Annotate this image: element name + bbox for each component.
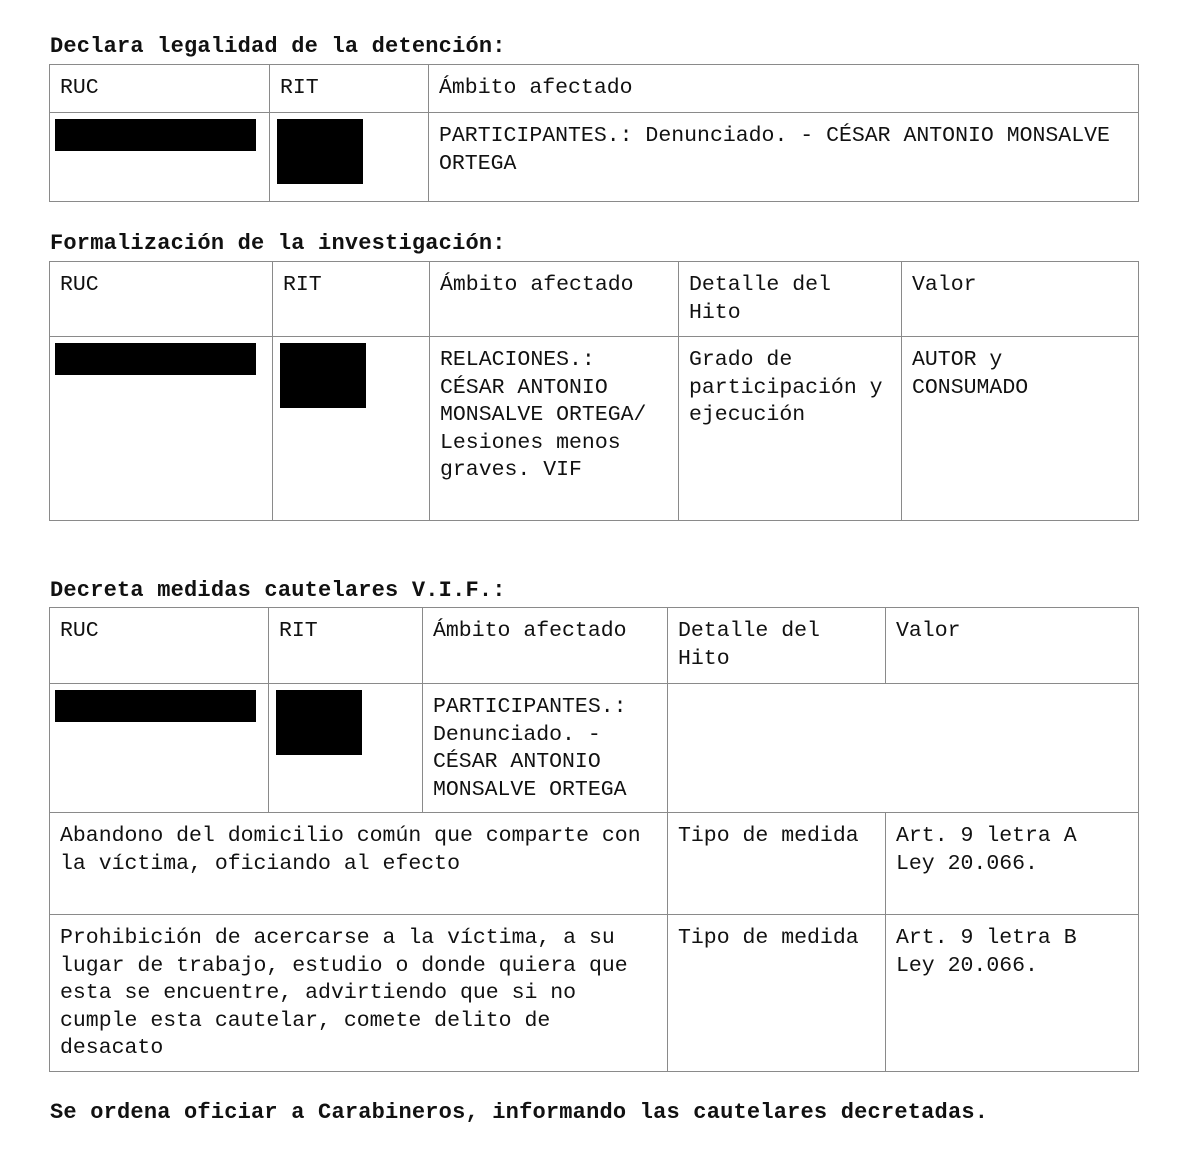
medida-descripcion: Prohibición de acercarse a la víctima, a su lugar de trabajo, estudio o donde quiera que esta se encuentre, advirtiendo que si no cumple esta cautelar, comete delito de desacato [50, 915, 668, 1072]
table-detencion [49, 64, 1139, 202]
ruc-cell [50, 337, 273, 521]
redaction-block [55, 343, 256, 375]
table-row [50, 337, 1139, 521]
rit-cell [270, 113, 429, 202]
medida-valor: Art. 9 letra B Ley 20.066. [886, 915, 1139, 1072]
header-rit: RIT [269, 608, 423, 684]
header-ruc: RUC [50, 65, 270, 113]
table-row [50, 684, 1139, 813]
medida-valor: Art. 9 letra A Ley 20.066. [886, 813, 1139, 915]
section-title-cautelares: Decreta medidas cautelares V.I.F.: [50, 578, 506, 603]
valor-cell: AUTOR y CONSUMADO [902, 337, 1139, 521]
footer-instruction: Se ordena oficiar a Carabineros, informando las cautelares decretadas. [50, 1100, 989, 1125]
header-ruc: RUC [50, 262, 273, 337]
header-valor: Valor [886, 608, 1139, 684]
header-ambito: Ámbito afectado [430, 262, 679, 337]
table-row [50, 113, 1139, 202]
rit-cell [269, 684, 423, 813]
empty-cell [668, 684, 1139, 813]
redaction-block [55, 690, 256, 722]
ambito-cell: PARTICIPANTES.: Denunciado. - CÉSAR ANTONIO MONSALVE ORTEGA [429, 113, 1139, 202]
detalle-cell: Grado de participación y ejecución [679, 337, 902, 521]
table-header-row [50, 262, 1139, 337]
header-ambito: Ámbito afectado [423, 608, 668, 684]
rit-cell [273, 337, 430, 521]
ambito-cell: RELACIONES.: CÉSAR ANTONIO MONSALVE ORTEGA/ Lesiones menos graves. VIF [430, 337, 679, 521]
medida-row [50, 915, 1139, 1072]
header-ruc: RUC [50, 608, 269, 684]
ruc-cell [50, 113, 270, 202]
table-header-row [50, 608, 1139, 684]
ambito-cell: PARTICIPANTES.: Denunciado. - CÉSAR ANTONIO MONSALVE ORTEGA [423, 684, 668, 813]
medida-descripcion: Abandono del domicilio común que comparte con la víctima, oficiando al efecto [50, 813, 668, 915]
header-rit: RIT [273, 262, 430, 337]
redaction-block [276, 690, 362, 755]
redaction-block [277, 119, 363, 184]
table-formalizacion [49, 261, 1139, 521]
header-valor: Valor [902, 262, 1139, 337]
header-rit: RIT [270, 65, 429, 113]
section-title-detencion: Declara legalidad de la detención: [50, 34, 506, 59]
header-ambito: Ámbito afectado [429, 65, 1139, 113]
header-detalle: Detalle del Hito [668, 608, 886, 684]
table-header-row [50, 65, 1139, 113]
ruc-cell [50, 684, 269, 813]
table-cautelares [49, 607, 1139, 1072]
header-detalle: Detalle del Hito [679, 262, 902, 337]
medida-detalle: Tipo de medida [668, 813, 886, 915]
redaction-block [55, 119, 256, 151]
medida-row [50, 813, 1139, 915]
redaction-block [280, 343, 366, 408]
section-title-formalizacion: Formalización de la investigación: [50, 231, 506, 256]
medida-detalle: Tipo de medida [668, 915, 886, 1072]
